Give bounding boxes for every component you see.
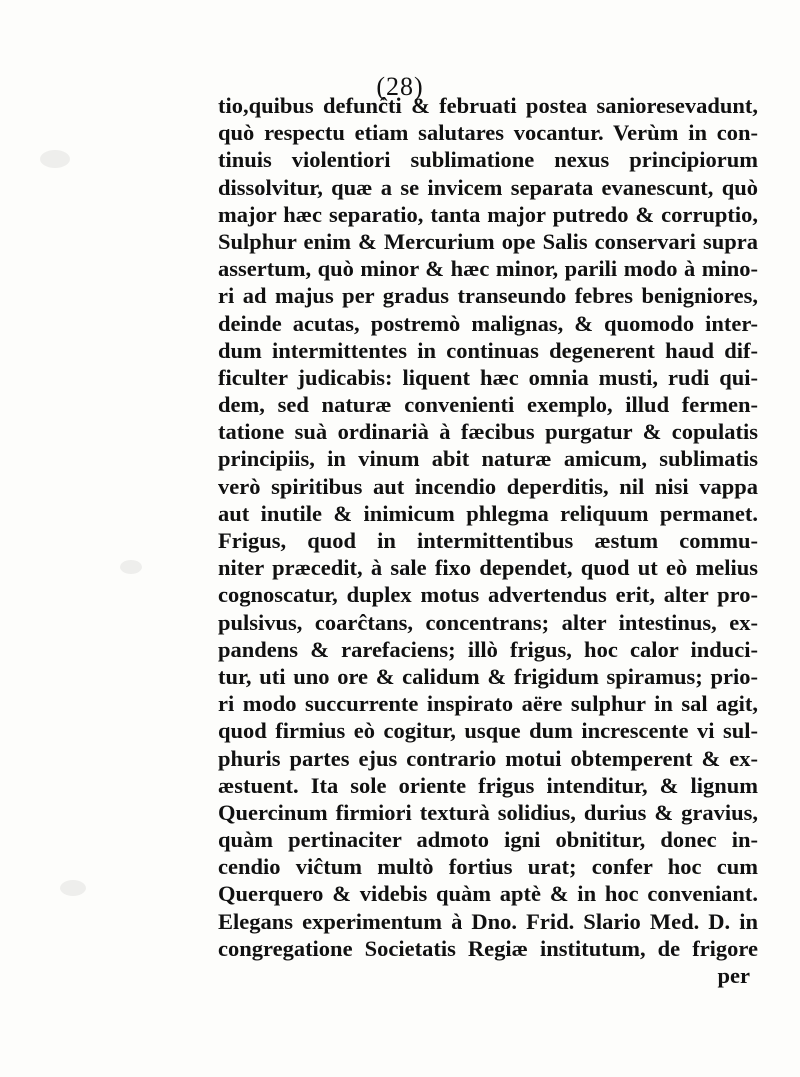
text-line: major hæc separatio, tanta major putredo & corruptio, [218, 201, 758, 227]
paper-stain [60, 880, 86, 896]
text-line: tio,quibus defunĉti & februati postea sanioresevadunt, [218, 93, 758, 118]
text-line: cognoscatur, duplex motus advertendus erit, alter pro- [218, 582, 758, 608]
text-line: tinuis violentiori sublimatione nexus principiorum [218, 147, 758, 173]
text-line: ri ad majus per gradus transeundo febres benigniores, [218, 283, 758, 309]
text-line: pandens & rarefaciens; illò frigus, hoc calor induci- [218, 636, 758, 662]
text-line: quò respectu etiam salutares vocantur. Verùm in con- [218, 120, 758, 146]
text-line: ri modo succurrente inspirato aëre sulphur in sal agit, [218, 691, 758, 717]
text-line: congregatione Societatis Regiæ institutum, de frigore [218, 935, 758, 961]
text-line: quàm pertinaciter admoto igni obnititur, donec in- [218, 827, 758, 853]
text-line: Querquero & videbis quàm aptè & in hoc conveniant. [218, 881, 758, 907]
text-line: Frigus, quod in intermittentibus æstum commu- [218, 528, 758, 553]
text-line: dem, sed naturæ convenienti exemplo, illud fermen- [218, 392, 758, 418]
text-line: tur, uti uno ore & calidum & frigidum spiramus; prio- [218, 663, 758, 689]
text-line: pulsivus, coarĉtans, concentrans; alter intestinus, ex- [218, 609, 758, 635]
text-line: Sulphur enim & Mercurium ope Salis conservari supra [218, 228, 758, 254]
paper-stain [40, 150, 70, 168]
text-line: dissolvitur, quæ a se invicem separata evanescunt, quò [218, 174, 758, 200]
text-line: Elegans experimentum à Dno. Frid. Slario Med. D. in [218, 908, 758, 934]
text-line: principiis, in vinum abit naturæ amicum, sublimatis [218, 446, 758, 472]
text-line: ficulter judicabis: liquent hæc omnia musti, rudi qui- [218, 364, 758, 390]
text-line: per [717, 963, 750, 988]
text-line: Quercinum firmiori texturà solidius, durius & gravius, [218, 799, 758, 825]
text-line: quod firmius eò cogitur, usque dum increscente vi sul- [218, 718, 758, 744]
text-line: aut inutile & inimicum phlegma reliquum permanet. [218, 500, 758, 526]
text-line: phuris partes ejus contrario motui obtemperent & ex- [218, 745, 758, 771]
text-line: assertum, quò minor & hæc minor, parili modo à mino- [218, 256, 758, 282]
text-line: verò spiritibus aut incendio deperditis, nil nisi vappa [218, 473, 758, 499]
body-text [218, 92, 758, 989]
text-line: niter præcedit, à sale fixo dependet, quod ut eò melius [218, 555, 758, 581]
text-line: deinde acutas, postremò malignas, & quomodo inter- [218, 310, 758, 336]
paper-stain [120, 560, 142, 574]
text-line: æstuent. Ita sole oriente frigus intenditur, & lignum [218, 772, 758, 798]
text-line: tatione suà ordinarià à fæcibus purgatur & copulatis [218, 419, 758, 445]
text-line: dum intermittentes in continuas degenerent haud dif- [218, 337, 758, 363]
text-line: cendio viĉtum multò fortius urat; confer hoc cum [218, 854, 758, 880]
page-number: (28) [376, 72, 424, 101]
